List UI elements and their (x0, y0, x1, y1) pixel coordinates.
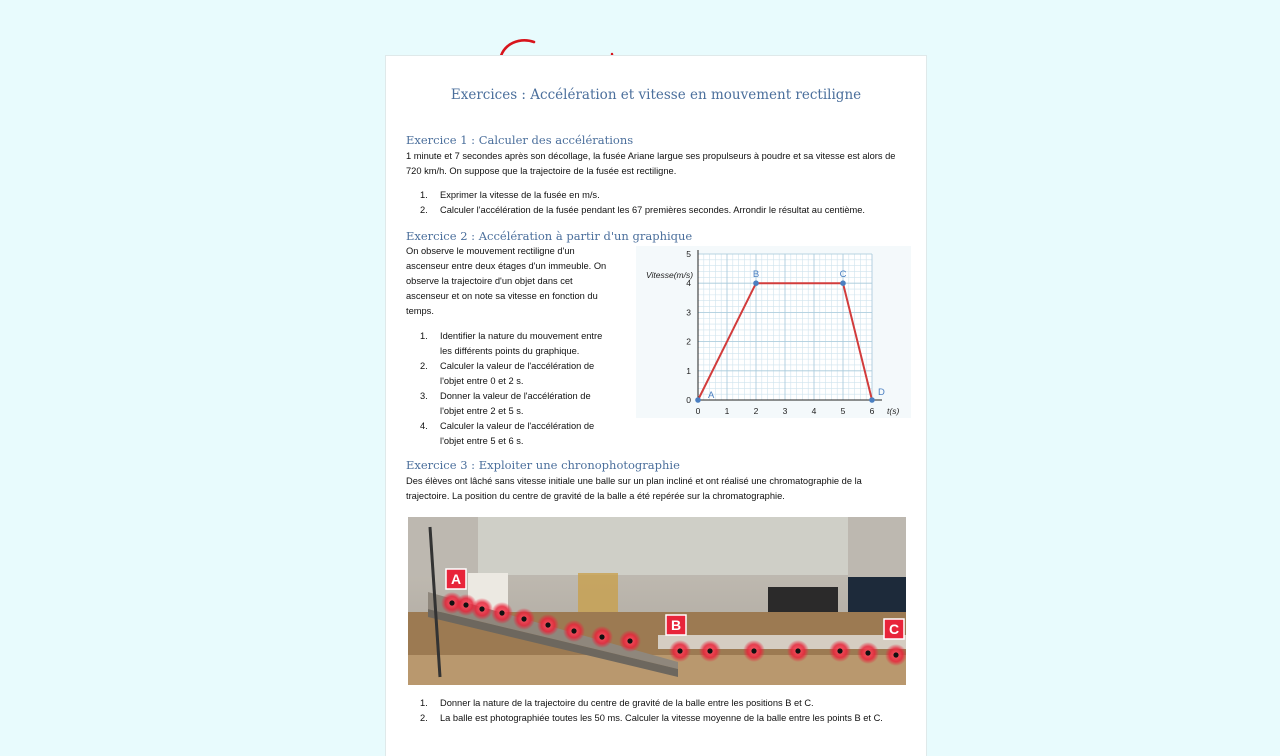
x-tick-label: 4 (811, 406, 817, 416)
ball-center (599, 634, 604, 639)
data-point (840, 280, 846, 286)
ball-center (499, 610, 504, 615)
exercise2-text-line: temps. (406, 306, 434, 316)
ball-center (677, 648, 682, 653)
point-label: D (878, 387, 885, 398)
ball-center (893, 652, 898, 657)
x-tick-label: 1 (724, 406, 730, 416)
x-tick-label: 6 (869, 406, 875, 416)
y-tick-label: 3 (686, 307, 691, 318)
ball-center (545, 622, 550, 627)
x-tick-label: 5 (840, 406, 846, 416)
exercise3-text-line: trajectoire. La position du centre de gravité de la balle a été repérée sur la chromatographie. (406, 491, 785, 501)
worksheet-page (386, 56, 926, 756)
exercise3-text (406, 474, 916, 504)
y-tick-label: 2 (686, 336, 691, 347)
exercise1-questions (420, 188, 920, 218)
exercise2-text-line: On observe le mouvement rectiligne d'un (406, 246, 575, 256)
list-item: 2. La balle est photographiée toutes les 50 ms. Calculer la vitesse moyenne de la balle entre les points B et C. (420, 713, 883, 723)
photo-label: C (888, 621, 900, 637)
y-tick-label: 1 (686, 365, 691, 376)
data-point (869, 397, 875, 403)
exercise3-questions (420, 696, 920, 726)
ball-center (795, 648, 800, 653)
exercise1-heading: Exercice 1 : Calculer des accélérations (406, 133, 634, 147)
chart-svg (636, 246, 911, 418)
y-tick-label: 4 (686, 278, 691, 289)
exercise1-text-line: 1 minute et 7 secondes après son décollage, la fusée Ariane largue ses propulseurs à poudre et sa vitesse est alors de (406, 151, 896, 161)
exercise2-text-line: ascenseur et on note sa vitesse en fonction du (406, 291, 598, 301)
list-item: 2. Calculer l'accélération de la fusée pendant les 67 premières secondes. Arrondir le résultat au centième. (420, 205, 866, 215)
ball-center (571, 628, 576, 633)
ball-center (479, 606, 484, 611)
ball-center (707, 648, 712, 653)
y-tick-label: 0 (686, 395, 691, 405)
list-item: 1. Identifier la nature du mouvement entre les différents points du graphique. (420, 331, 603, 356)
exercise2-text-line: observe la trajectoire d'un objet dans cet (406, 276, 573, 286)
ball-center (751, 648, 756, 653)
exercise2-text (406, 244, 631, 319)
photo-label: B (670, 617, 682, 633)
x-tick-label: 2 (753, 406, 759, 416)
data-point (695, 397, 701, 403)
velocity-time-graph (636, 246, 911, 418)
exercise1-text-line: 720 km/h. On suppose que la trajectoire de la fusée est rectiligne. (406, 166, 677, 176)
chronophotography-photo (408, 517, 906, 685)
list-item: 1. Donner la nature de la trajectoire du centre de gravité de la balle entre les positions B et C. (420, 698, 814, 708)
list-item: 2. Calculer la valeur de l'accélération de l'objet entre 0 et 2 s. (420, 361, 595, 386)
ball-center (521, 616, 526, 621)
list-item: 1. Exprimer la vitesse de la fusée en m/s. (420, 190, 600, 200)
exercise2-text-line: ascenseur entre deux étages d'un immeuble. On (406, 261, 607, 271)
y-axis-label: Vitesse(m/s) (646, 270, 694, 280)
ball-center (865, 650, 870, 655)
ball-center (449, 600, 454, 605)
list-item: 4. Calculer la valeur de l'accélération de l'objet entre 5 et 6 s. (420, 421, 595, 446)
x-tick-label: 3 (782, 406, 788, 416)
x-axis-label: t(s) (887, 406, 900, 416)
exercise3-heading: Exercice 3 : Exploiter une chronophotographie (406, 458, 680, 472)
x-tick-label: 0 (695, 406, 701, 416)
ball-center (837, 648, 842, 653)
ball-center (463, 602, 468, 607)
exercise3-text-line: Des élèves ont lâché sans vitesse initiale une balle sur un plan incliné et ont réalisé une chromatographie de la (406, 476, 862, 486)
exercise2-heading: Exercice 2 : Accélération à partir d'un graphique (406, 229, 693, 243)
list-item: 3. Donner la valeur de l'accélération de l'objet entre 2 et 5 s. (420, 391, 591, 416)
photo-label: A (450, 571, 462, 587)
y-tick-label: 5 (686, 249, 691, 259)
ball-center (627, 638, 632, 643)
point-label: A (708, 390, 715, 401)
page-title: Exercices : Accélération et vitesse en mouvement rectiligne (450, 87, 862, 103)
point-label: B (752, 269, 760, 281)
data-point (753, 280, 759, 286)
exercise1-text (406, 149, 916, 179)
exercise2-questions (420, 329, 640, 449)
point-label: C (839, 269, 847, 281)
